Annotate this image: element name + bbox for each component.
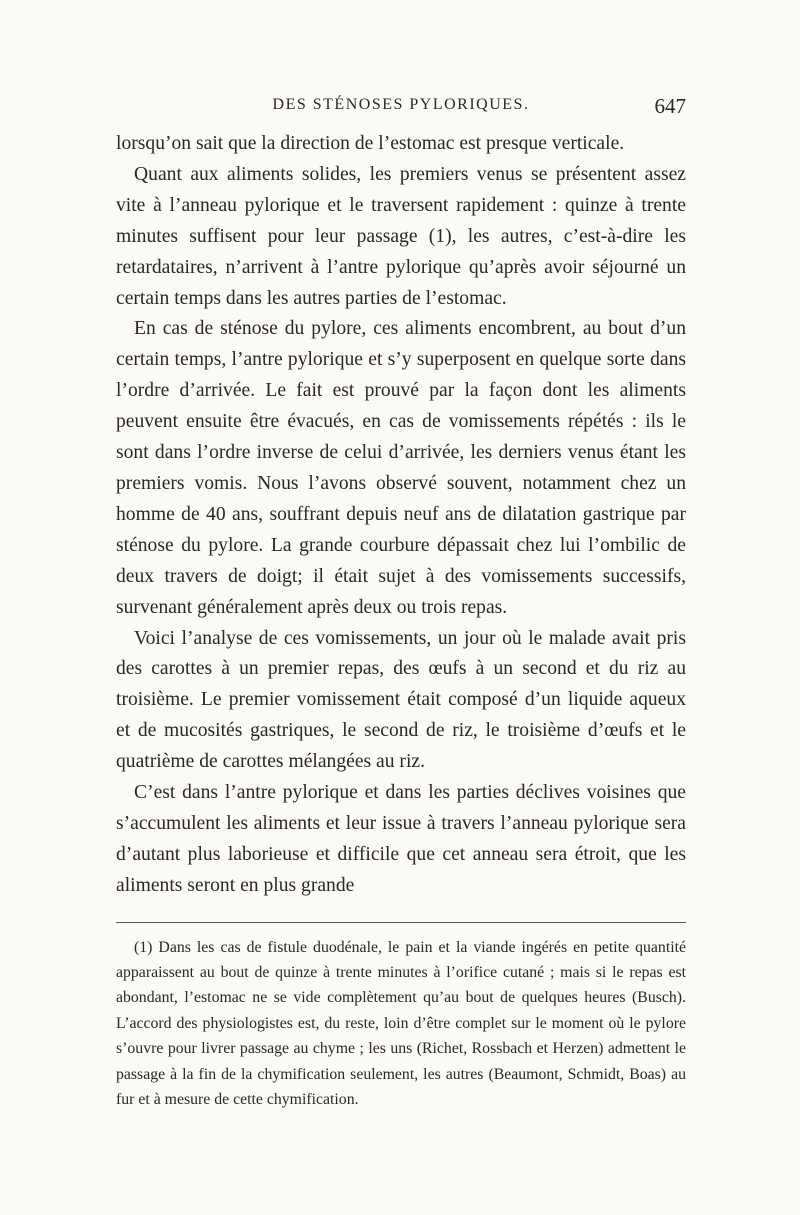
footnote [116,935,686,1113]
running-title: DES STÉNOSES PYLORIQUES. [272,96,530,113]
footnote-text: (1) Dans les cas de fistule duodénale, le pain et la viande ingérés en petite quantité apparaissent au bout de quinze à trente minutes à l’orifice cutané ; mais si le repas est abondant, l’estomac ne se vide complètement qu’au bout de quelques heures (Busch). L’accord des physiologistes est, du reste, loin d’être complet sur le moment où le pylore s’ouvre pour livrer passage au chyme ; les uns (Richet, Rossbach et Herzen) admettent le passage à la fin de la chymification seulement, les autres (Beaumont, Schmidt, Boas) au fur et à mesure de cette chymification. [116,938,686,1109]
book-page [116,96,686,1113]
body-text [116,129,686,902]
page-header [116,96,686,126]
paragraph: Quant aux aliments solides, les premiers venus se présentent assez vite à l’anneau pylorique et le traversent rapidement : quinze à trente minutes suffisent pour leur passage (1), les autres, c’est-à-dire les retardataires, n’arrivent à l’antre pylorique qu’après avoir séjourné un certain temps dans les autres parties de l’estomac. [116,163,686,309]
page-number: 647 [654,94,686,118]
paragraph: Voici l’analyse de ces vomissements, un jour où le malade avait pris des carottes à un premier repas, des œufs à un second et du riz au troisième. Le premier vomissement était composé d’un liquide aqueux et de mucosités gastriques, le second de riz, le troisième d’œufs et le quatrième de carottes mélangées au riz. [116,627,686,773]
paragraph: En cas de sténose du pylore, ces aliments encombrent, au bout d’un certain temps, l’antre pylorique et s’y superposent en quelque sorte dans l’ordre d’arrivée. Le fait est prouvé par la façon dont les aliments peuvent ensuite être évacués, en cas de vomissements répétés : ils le sont dans l’ordre inverse de celui d’arrivée, les derniers venus étant les premiers vomis. Nous l’avons observé souvent, notamment chez un homme de 40 ans, souffrant depuis neuf ans de dilatation gastrique par sténose du pylore. La grande courbure dépassait chez lui l’ombilic de deux travers de doigt; il était sujet à des vomissements successifs, survenant généralement après deux ou trois repas. [116,318,686,618]
paragraph: C’est dans l’antre pylorique et dans les parties déclives voisines que s’accumulent les aliments et leur issue à travers l’anneau pylorique sera d’autant plus laborieuse et difficile que cet anneau sera étroit, que les aliments seront en plus grande [116,782,686,896]
paragraph-continuation: lorsqu’on sait que la direction de l’estomac est presque verticale. [116,133,625,154]
footnote-divider [116,922,686,923]
